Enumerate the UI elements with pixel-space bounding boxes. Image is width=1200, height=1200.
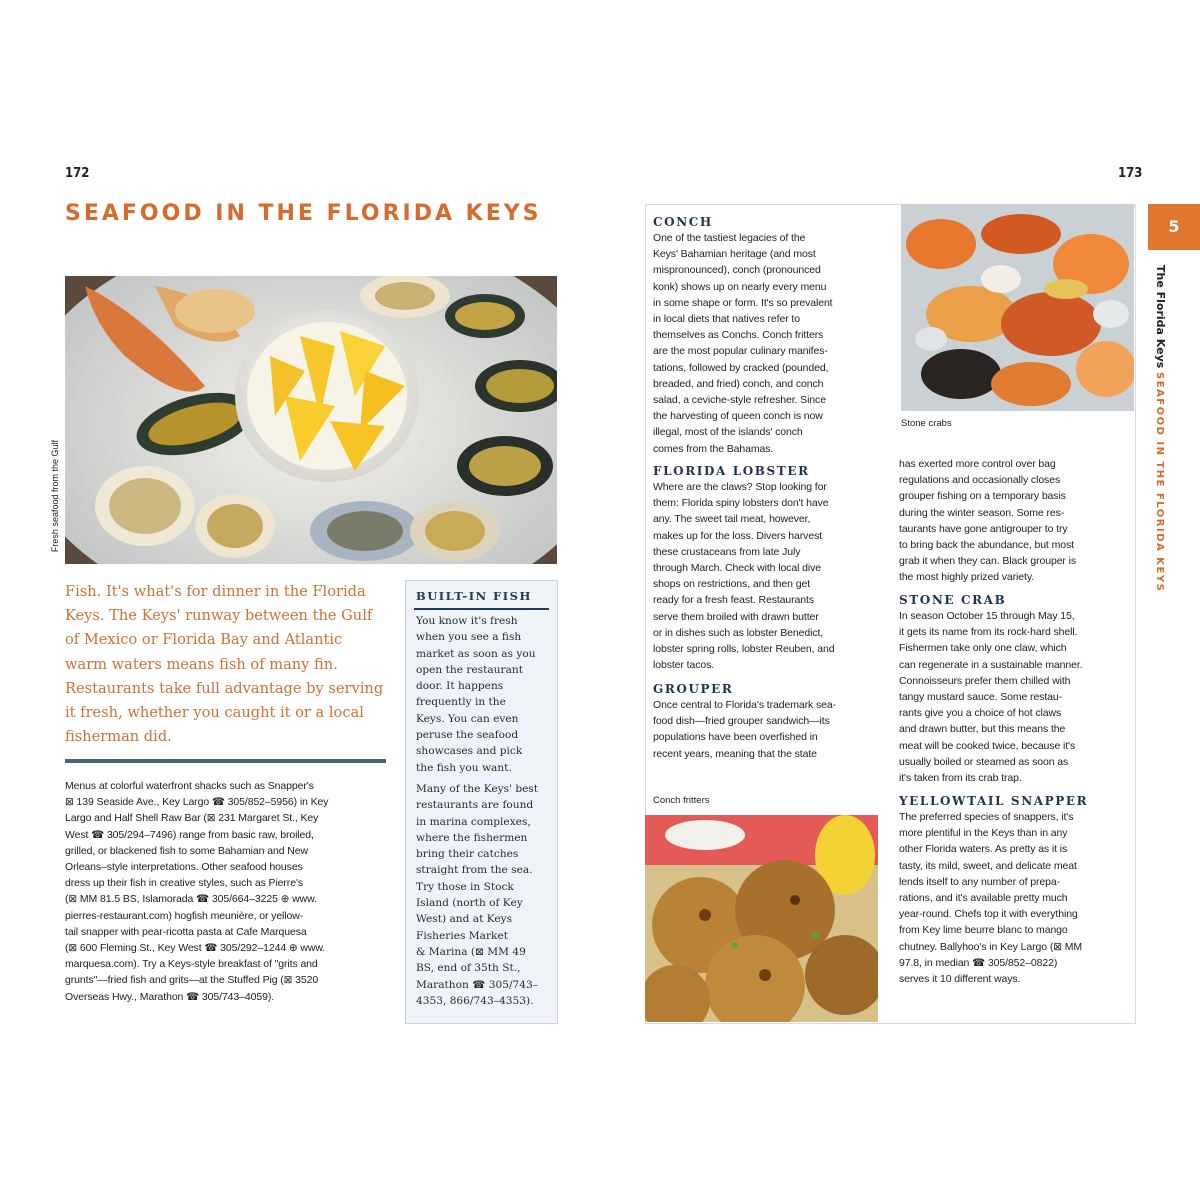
intro-line: it fresh, whether you caught it or a local: [65, 704, 364, 722]
page-number-right: 173: [1118, 166, 1143, 181]
running-head-chapter: The Florida Keys: [1154, 265, 1167, 369]
text-line: or in dishes such as lobster Benedict,: [653, 626, 824, 639]
grouper-text-continued: [899, 456, 1134, 586]
yellowtail-heading: YELLOWTAIL SNAPPER: [899, 794, 1089, 808]
body-line: marquesa.com). Try a Keys-style breakfast of "grits and: [65, 958, 318, 971]
text-line: food dish—fried grouper sandwich—its: [653, 715, 830, 728]
text-line: year-round. Chefs top it with everything: [899, 908, 1078, 921]
text-line: illegal, most of the islands' conch: [653, 426, 803, 439]
sidebar-line: West) and at Keys: [416, 913, 513, 926]
text-line: tations, followed by cracked (pounded,: [653, 361, 829, 374]
text-line: from Key lime beurre blanc to mango: [899, 924, 1068, 937]
sidebar-line: showcases and pick: [416, 745, 523, 758]
intro-line: warm waters means fish of many fin.: [65, 655, 338, 673]
text-line: lends itself to any number of prepa-: [899, 875, 1060, 888]
page-title: SEAFOOD IN THE FLORIDA KEYS: [65, 201, 542, 226]
text-line: One of the tastiest legacies of the: [653, 232, 806, 244]
conch-fritters-caption: Conch fritters: [653, 795, 710, 806]
text-line: comes from the Bahamas.: [653, 442, 774, 455]
text-line: it's taken from its crab trap.: [899, 772, 1022, 785]
text-line: lobster tacos.: [653, 659, 715, 672]
text-line: and drawn butter, but this means the: [899, 723, 1066, 736]
body-line: tail snapper with pear-ricotta pasta at Cafe Marquesa: [65, 925, 307, 938]
text-line: Where are the claws? Stop looking for: [653, 481, 827, 493]
stone-crab-heading: STONE CRAB: [899, 593, 1007, 607]
sidebar-line: door. It happens: [416, 680, 504, 693]
sidebar-line: in marina complexes,: [416, 815, 531, 828]
text-line: rations, and it's available pretty much: [899, 892, 1068, 905]
text-line: regulations and occasionally closes: [899, 474, 1061, 487]
seafood-platter-photo: [65, 276, 557, 564]
text-line: during the winter season. Some res-: [899, 506, 1065, 519]
sidebar-line: Fisheries Market: [416, 929, 508, 942]
text-line: other Florida waters. As pretty as it is: [899, 843, 1068, 856]
body-line: Menus at colorful waterfront shacks such as Snapper's: [65, 780, 314, 792]
sidebar-line: when you see a fish: [416, 631, 522, 644]
text-line: grouper fishing on a temporary basis: [899, 490, 1066, 503]
intro-line: Restaurants take full advantage by serving: [65, 679, 384, 697]
text-line: chutney. Ballyhoo's in Key Largo (⊠ MM: [899, 940, 1083, 953]
page-number-left: 172: [65, 166, 90, 181]
text-line: mispronounced), conch (pronounced: [653, 264, 821, 277]
body-line: pierres-restaurant.com) hogfish meunière, or yellow-: [65, 909, 304, 922]
text-line: breaded, and fried) conch, and conch: [653, 377, 824, 390]
text-line: tangy mustard sauce. Some restau-: [899, 691, 1063, 704]
text-line: them: Florida spiny lobsters don't have: [653, 497, 829, 510]
text-line: has exerted more control over bag: [899, 458, 1056, 470]
text-line: through March. Check with local dive: [653, 562, 821, 575]
conch-text: [653, 230, 893, 457]
text-line: Keys' Bahamian heritage (and most: [653, 248, 816, 261]
conch-heading: CONCH: [653, 215, 713, 229]
sidebar-line: the fish you want.: [416, 761, 512, 774]
stone-crabs-photo: [901, 204, 1134, 411]
body-line: grilled, or blackened fish to some Bahamian and New: [65, 844, 308, 857]
body-line: Largo and Half Shell Raw Bar (⊠ 231 Margaret St., Key: [65, 812, 319, 825]
text-line: in some shape or form. It's so prevalent: [653, 296, 833, 309]
lobster-text: [653, 479, 893, 673]
conch-fritters-photo: [645, 815, 878, 1022]
body-text-left: [65, 778, 395, 1005]
text-line: it gets its name from its rock-hard shell.: [899, 626, 1078, 639]
body-line: dress up their fish in creative styles, such as Pierre's: [65, 877, 304, 890]
text-line: populations have been overfished in: [653, 731, 818, 744]
sidebar-text-block-1: [416, 613, 556, 776]
sidebar-line: 4353, 866/743–4353).: [416, 994, 534, 1007]
built-in-fish-sidebar: [405, 580, 558, 1024]
text-line: salad, a ceviche-style refresher. Since: [653, 394, 826, 407]
sidebar-text-block-2: [416, 781, 556, 1009]
text-line: to bring back the abundance, but most: [899, 539, 1074, 552]
text-line: grab it when they can. Black grouper is: [899, 555, 1077, 568]
text-line: in local diets that natives refer to: [653, 313, 800, 326]
sidebar-line: You know it's fresh: [416, 615, 518, 627]
text-line: themselves as Conchs. Conch fritters: [653, 329, 824, 342]
sidebar-line: & Marina (⊠ MM 49: [416, 945, 526, 958]
sidebar-line: Marathon ☎ 305/743–: [416, 978, 539, 991]
sidebar-line: Many of the Keys' best: [416, 783, 539, 795]
lobster-heading: FLORIDA LOBSTER: [653, 464, 810, 478]
text-line: konk) shows up on nearly every menu: [653, 280, 827, 293]
text-line: any. The sweet tail meat, however,: [653, 513, 811, 526]
text-line: tasty, its mild, sweet, and delicate meat: [899, 859, 1077, 872]
sidebar-line: open the restaurant: [416, 663, 523, 676]
text-line: Once central to Florida's trademark sea-: [653, 699, 836, 711]
text-line: ready for a fresh feast. Restaurants: [653, 594, 814, 607]
text-line: rants give you a choice of hot claws: [899, 707, 1062, 720]
text-line: The preferred species of snappers, it's: [899, 811, 1074, 823]
intro-line: Keys. The Keys' runway between the Gulf: [65, 607, 373, 625]
text-line: lobster spring rolls, lobster Reuben, and: [653, 643, 835, 656]
text-line: 97.8, in median ☎ 305/852–0822): [899, 956, 1058, 969]
sidebar-line: restaurants are found: [416, 799, 534, 812]
intro-paragraph: [65, 580, 395, 749]
body-line: (⊠ 600 Fleming St., Key West ☎ 305/292–1244 ⊕ www.: [65, 942, 326, 955]
sidebar-line: frequently in the: [416, 696, 506, 709]
text-line: meat will be cooked twice, because it's: [899, 739, 1076, 752]
body-line: ⊠ 139 Seaside Ave., Key Largo ☎ 305/852–5956) in Key: [65, 796, 329, 809]
text-line: serves it 10 different ways.: [899, 973, 1021, 986]
stone-crab-text: [899, 608, 1134, 786]
sidebar-heading-rule: [414, 608, 549, 610]
body-line: Overseas Hwy., Marathon ☎ 305/743–4059).: [65, 990, 275, 1003]
body-line: grunts"—fried fish and grits—at the Stuffed Pig (⊠ 3520: [65, 974, 319, 987]
sidebar-line: bring their catches: [416, 848, 519, 861]
stone-crabs-caption: Stone crabs: [901, 418, 952, 429]
photo-caption-left: Fresh seafood from the Gulf: [50, 440, 60, 553]
sidebar-heading: BUILT-IN FISH: [416, 589, 532, 603]
text-line: shops on restrictions, and then get: [653, 578, 811, 591]
text-line: Fishermen take only one claw, which: [899, 642, 1067, 655]
text-line: serve them broiled with drawn butter: [653, 610, 819, 623]
running-head-section: SEAFOOD IN THE FLORIDA KEYS: [1154, 372, 1165, 593]
text-line: these crustaceans from late July: [653, 545, 801, 558]
text-line: taurants have gone antigrouper to try: [899, 522, 1068, 535]
body-line: Orleans–style interpretations. Other seafood houses: [65, 861, 303, 874]
grouper-text: [653, 697, 893, 762]
text-line: In season October 15 through May 15,: [899, 610, 1075, 622]
grouper-heading: GROUPER: [653, 682, 734, 696]
sidebar-line: where the fishermen: [416, 831, 528, 844]
sidebar-line: BS, end of 35th St.,: [416, 962, 521, 975]
yellowtail-text: [899, 809, 1134, 987]
text-line: the most highly prized variety.: [899, 571, 1035, 584]
text-line: can regenerate in a sustainable manner.: [899, 658, 1083, 671]
chapter-tab: 5: [1148, 204, 1200, 250]
body-line: West ☎ 305/294–7496) range from basic raw, broiled,: [65, 828, 314, 841]
sidebar-line: Keys. You can even: [416, 712, 519, 725]
intro-line: of Mexico or Florida Bay and Atlantic: [65, 631, 343, 649]
text-line: usually boiled or steamed as soon as: [899, 755, 1069, 768]
text-line: makes up for the loss. Divers harvest: [653, 529, 823, 542]
sidebar-line: Island (north of Key: [416, 897, 523, 910]
text-line: more plentiful in the Keys than in any: [899, 827, 1068, 840]
text-line: Connoisseurs prefer them chilled with: [899, 674, 1071, 687]
text-line: recent years, meaning that the state: [653, 747, 817, 760]
body-line: (⊠ MM 81.5 BS, Islamorada ☎ 305/664–3225 ⊕ www.: [65, 893, 317, 906]
sidebar-line: peruse the seafood: [416, 729, 519, 742]
sidebar-line: Try those in Stock: [416, 880, 514, 893]
divider-rule: [65, 759, 386, 763]
sidebar-line: straight from the sea.: [416, 864, 533, 877]
text-line: the harvesting of queen conch is now: [653, 410, 823, 423]
sidebar-line: market as soon as you: [416, 647, 536, 660]
text-line: are the most popular culinary manifes-: [653, 345, 828, 358]
intro-line: fisherman did.: [65, 728, 172, 746]
intro-line: Fish. It's what's for dinner in the Florida: [65, 583, 366, 600]
